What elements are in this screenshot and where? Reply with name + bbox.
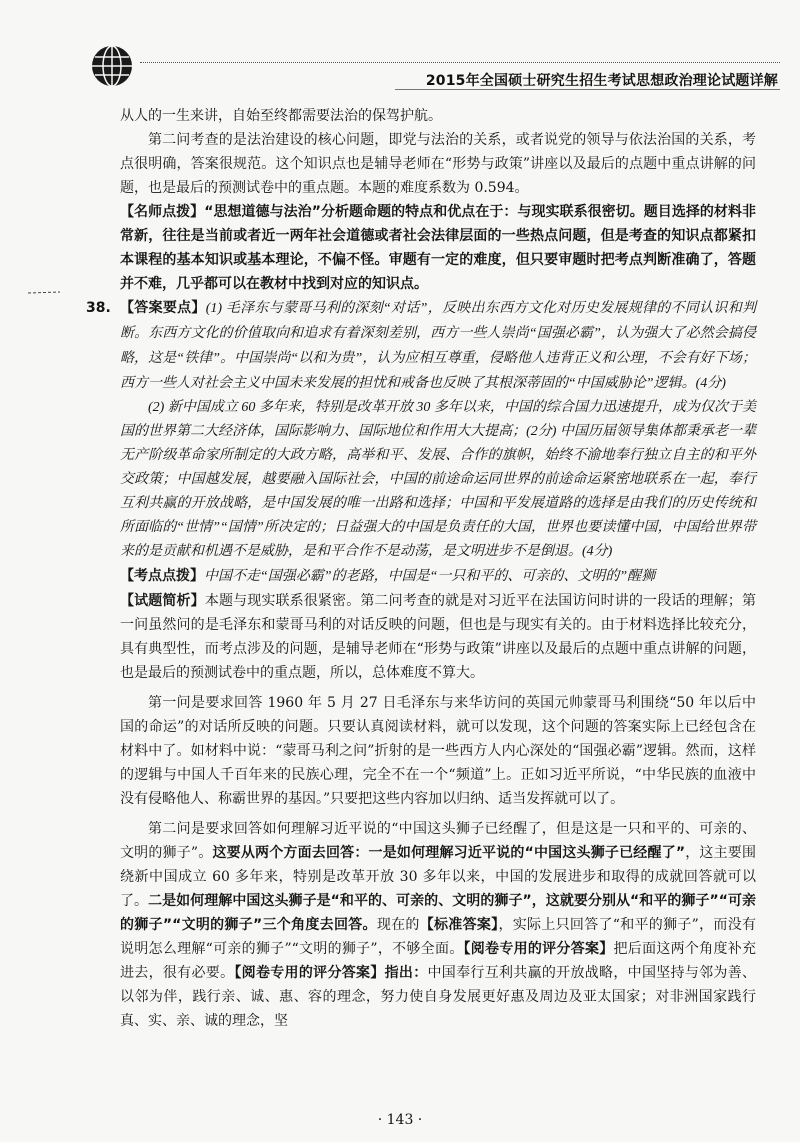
p5-part-e: 现在的 [376, 917, 420, 933]
grading-answer-label: 【阅卷专用的评分答案】 [463, 941, 614, 957]
paragraph-continuation: 从人的一生来讲，自始至终都需要法治的保驾护航。 [120, 108, 442, 124]
page-body [86, 104, 757, 1033]
p5-part-c: ，这主要围绕新中国成立 60 多年来，特别是改革开放 30 多年以来，中国的发展进步和取得的成就回答就可以了。 [120, 845, 756, 909]
margin-pen-mark [28, 290, 60, 295]
p5-part-g: ，实际上只回答了“和平的狮子”，而没有说明怎么理解“可亲的狮子”“文明的狮子”，不够全面。 [120, 917, 756, 957]
page-header-title: 2015年全国硕士研究生招生考试思想政治理论试题详解 [425, 73, 778, 89]
brief-analysis-paragraph [120, 589, 756, 685]
answer-part-1-text: (1) 毛泽东与蒙哥马利的深刻“对话”，反映出东西方文化对历史发展规律的不同认识和判断。东西方文化的价值取向和追求有着深刻差别，西方一些人崇尚“国强必霸”，认为强大了必然会搞侵略，这是“铁律”。中国崇尚“以和为贵”，认为应相互尊重，侵略他人违背正义和公理，不会有好下场；西方一些人对社会主义中国未来发展的担忧和戒备也反映了其根深蒂固的“中国威胁论”逻辑。(4分) [120, 301, 756, 391]
header-underline [395, 89, 780, 90]
globe-logo-icon [90, 44, 134, 88]
page-number: · 143 · [377, 1112, 423, 1128]
answer-points-label: 【答案要点】 [120, 300, 206, 316]
question-number: 38. [86, 300, 111, 316]
p5-part-k: 中国奉行互利共赢的开放战略，中国坚持与邻为善、以邻为伴，践行亲、诚、惠、容的理念，努力使自身发展更好惠及周边及亚太国家；对非洲国家践行真、实、亲、诚的理念，坚 [120, 965, 757, 1029]
answer-part-1 [120, 296, 756, 396]
paragraph-second-question-analysis [120, 817, 756, 1033]
standard-answer-label: 【标准答案】 [419, 917, 499, 933]
key-point-text: 中国不走“国强必霸”的老路，中国是“一只和平的、可亲的、文明的”醒狮 [204, 569, 656, 584]
brief-analysis-text: 本题与现实联系很紧密。第二问考查的就是对习近平在法国访问时讲的一段话的理解；第一问虽然问的是毛泽东和蒙哥马利的对话反映的问题，但也是与现实有关的。由于材料选择比较充分，具有典型性，而考点涉及的问题，是辅导老师在“形势与政策”讲座以及最后的点题中重点讲解的问题，也是最后的预测试卷中的重点题，所以，总体难度不算大。 [120, 593, 757, 681]
brief-analysis-label: 【试题简析】 [120, 593, 205, 609]
teacher-tip-paragraph [120, 200, 756, 296]
p5-part-i: 把后面这两个角度补充进去，很有必要。 [120, 941, 757, 981]
teacher-tip-label: 【名师点拨】 [120, 204, 205, 220]
paragraph-first-question-analysis: 第一问是要求回答 1960 年 5 月 27 日毛泽东与来华访问的英国元帅蒙哥马利围绕“50 年以后中国的命运”的对话所反映的问题。只要认真阅读材料，就可以发现，这个问题的答案实际上已经包含在材料中了。如材料中说：“蒙哥马利之问”折射的是一些西方人内心深处的“国强必霸”逻辑。然而，这样的逻辑与中国人千百年来的民族心理，完全不在一个“频道”上。正如习近平所说，“中华民族的血液中没有侵略他人、称霸世界的基因。”只要把这些内容加以归纳、适当发挥就可以了。 [120, 695, 756, 807]
p5-part-d: 二是如何理解中国这头狮子是“和平的、可亲的、文明的狮子”，这就要分别从“和平的狮子”“可亲的狮子”“文明的狮子”三个角度去回答。 [120, 893, 756, 933]
header-dotted-rule [140, 62, 780, 63]
teacher-tip-text: “思想道德与法治”分析题命题的特点和优点在于：与现实联系很密切。题目选择的材料非常新，往往是当前或者近一两年社会道德或者社会法律层面的一些热点问题，但是考查的知识点都紧扣本课程的基本知识或基本理论，不偏不怪。审题有一定的难度，但只要审题时把考点判断准确了，答题并不难，几乎都可以在教材中找到对应的知识点。 [120, 204, 756, 292]
question-38-block [86, 296, 757, 685]
grading-answer-label-2: 【阅卷专用的评分答案】指出： [234, 965, 428, 981]
answer-part-2: (2) 新中国成立 60 多年来，特别是改革开放 30 多年以来，中国的综合国力迅速提升，成为仅次于美国的世界第二大经济体，国际影响力、国际地位和作用大大提高；(2分) 中国历届领导集体都秉承老一辈无产阶级革命家所制定的大政方略，高举和平、发展、合作的旗帜，始终不渝地奉行独立自主的和平外交政策；中国越发展，越要融入国际社会，中国的前途命运同世界的前途命运紧密地联系在一起，奉行互利共赢的开放战略，是中国发展的唯一出路和选择；中国和平发展道路的选择是由我们的历史传统和所面临的“世情”“国情”所决定的；日益强大的中国是负责任的大国，世界也要读懂中国，中国给世界带来的是贡献和机遇不是威胁，是和平合作不是动荡，是文明进步不是倒退。(4分) [120, 400, 756, 559]
p5-part-b: 这要从两个方面去回答：一是如何理解习近平说的“中国这头狮子已经醒了” [212, 845, 686, 861]
paragraph-second-question: 第二问考查的是法治建设的核心问题，即党与法治的关系，或者说党的领导与依法治国的关系，考点很明确，答案很规范。这个知识点也是辅导老师在“形势与政策”讲座以及最后的点题中重点讲解的问题，也是最后的预测试卷中的重点题。本题的难度系数为 0.594。 [120, 132, 756, 196]
key-point-paragraph [120, 564, 756, 589]
p5-part-a: 第二问是要求回答如何理解习近平说的“中国这头狮子已经醒了，但是这是一只和平的、可亲的、文明的狮子”。 [120, 821, 756, 861]
key-point-label: 【考点点拨】 [120, 568, 204, 584]
